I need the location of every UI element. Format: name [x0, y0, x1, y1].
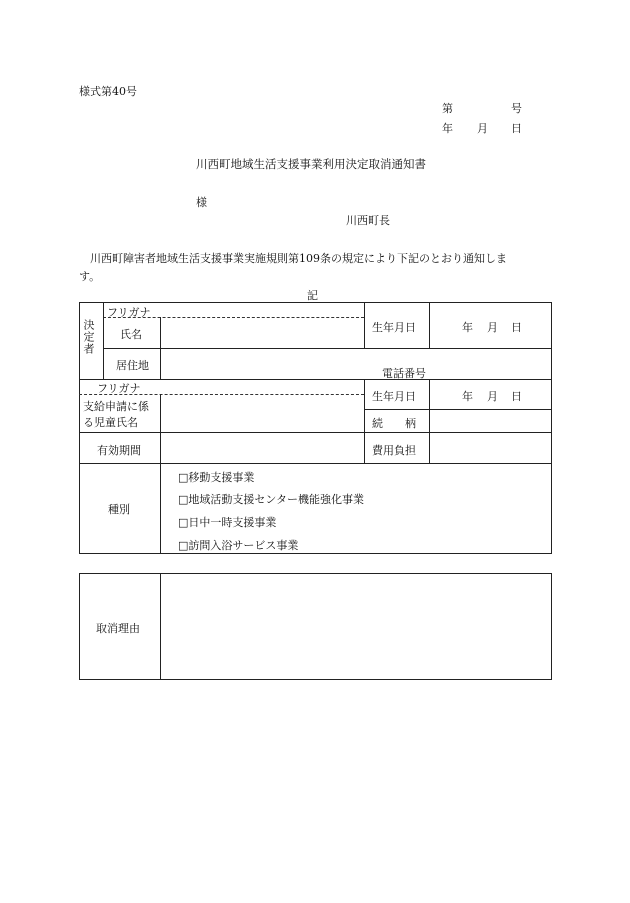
body-text-line2: す。 [79, 270, 101, 283]
category-activity-center-checkbox[interactable]: □地域活動支援センター機能強化事業 [178, 493, 364, 506]
decision-group-label: 決定者 [82, 319, 95, 355]
birthdate-day: 日 [511, 321, 522, 334]
phone-label: 電話番号 [382, 367, 426, 380]
cost-label: 費用負担 [372, 444, 416, 457]
ki-label: 記 [307, 289, 318, 302]
child-name-label-line2: る児童氏名 [83, 416, 138, 429]
date-day: 日 [511, 122, 522, 135]
relationship-label: 続 柄 [372, 417, 416, 430]
addressee-suffix: 様 [196, 196, 207, 209]
birthdate-year: 年 [462, 321, 473, 334]
date-month: 月 [477, 122, 488, 135]
name-label: 氏名 [120, 328, 142, 341]
category-label: 種別 [108, 503, 130, 516]
birthdate-month: 月 [487, 321, 498, 334]
category-daytime-checkbox[interactable]: □日中一時支援事業 [178, 516, 277, 529]
address-label: 居住地 [116, 359, 149, 372]
child-birthdate-label: 生年月日 [372, 390, 416, 403]
date-year: 年 [442, 122, 453, 135]
doc-number-suffix: 号 [511, 102, 522, 115]
child-birthdate-month: 月 [487, 390, 498, 403]
birthdate-label: 生年月日 [372, 321, 416, 334]
reason-label: 取消理由 [96, 622, 140, 635]
child-name-label-line1: 支給申請に係 [83, 400, 149, 413]
category-bathing-checkbox[interactable]: □訪問入浴サービス事業 [178, 539, 299, 552]
validity-label: 有効期間 [97, 444, 141, 457]
form-number: 様式第40号 [79, 85, 137, 98]
child-furigana-label: フリガナ [97, 382, 141, 395]
issuer: 川西町長 [346, 214, 390, 227]
doc-number-prefix: 第 [442, 102, 453, 115]
decision-table-border [79, 302, 552, 554]
reason-table-border [79, 573, 552, 680]
child-birthdate-year: 年 [462, 390, 473, 403]
body-text-line1: 川西町障害者地域生活支援事業実施規則第109条の規定により下記のとおり通知しま [90, 252, 507, 265]
furigana-label: フリガナ [107, 306, 151, 319]
document-title: 川西町地域生活支援事業利用決定取消通知書 [196, 157, 426, 171]
category-mobility-checkbox[interactable]: □移動支援事業 [178, 471, 255, 484]
child-birthdate-day: 日 [511, 390, 522, 403]
